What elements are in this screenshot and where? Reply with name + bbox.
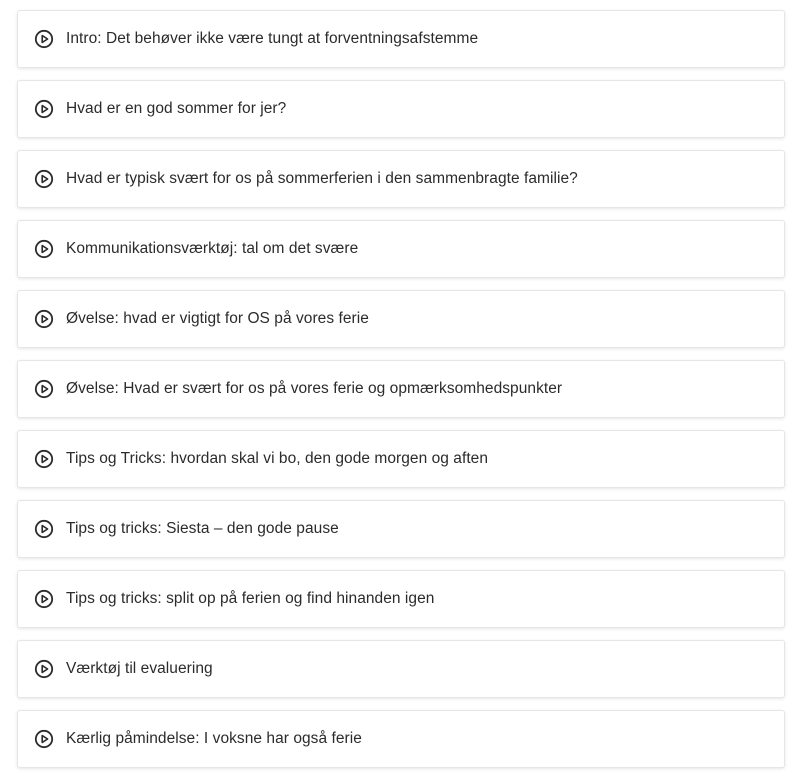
lesson-item[interactable] xyxy=(17,570,785,628)
play-circle-icon xyxy=(34,309,54,329)
lesson-title: Kommunikationsværktøj: tal om det svære xyxy=(66,240,359,257)
play-circle-icon xyxy=(34,589,54,609)
play-circle-icon xyxy=(34,99,54,119)
lesson-title: Kærlig påmindelse: I voksne har også ferie xyxy=(66,730,362,747)
lesson-title: Tips og tricks: split op på ferien og find hinanden igen xyxy=(66,590,435,607)
lesson-title: Værktøj til evaluering xyxy=(66,660,213,677)
lesson-title: Hvad er en god sommer for jer? xyxy=(66,100,287,117)
lesson-item[interactable] xyxy=(17,220,785,278)
play-circle-icon xyxy=(34,729,54,749)
lesson-title: Øvelse: Hvad er svært for os på vores ferie og opmærksomhedspunkter xyxy=(66,380,563,397)
play-circle-icon xyxy=(34,169,54,189)
lesson-item[interactable] xyxy=(17,150,785,208)
play-circle-icon xyxy=(34,449,54,469)
lesson-title: Tips og tricks: Siesta – den gode pause xyxy=(66,520,339,537)
lesson-item[interactable] xyxy=(17,360,785,418)
play-circle-icon xyxy=(34,519,54,539)
lesson-item[interactable] xyxy=(17,640,785,698)
lesson-item[interactable] xyxy=(17,430,785,488)
lesson-title: Hvad er typisk svært for os på sommerferien i den sammenbragte familie? xyxy=(66,170,578,187)
lesson-title: Intro: Det behøver ikke være tungt at forventningsafstemme xyxy=(66,30,479,47)
play-circle-icon xyxy=(34,659,54,679)
lesson-item[interactable] xyxy=(17,500,785,558)
play-circle-icon xyxy=(34,29,54,49)
lesson-item[interactable] xyxy=(17,290,785,348)
lesson-title: Tips og Tricks: hvordan skal vi bo, den gode morgen og aften xyxy=(66,450,489,467)
lesson-item[interactable] xyxy=(17,710,785,768)
lesson-title: Øvelse: hvad er vigtigt for OS på vores ferie xyxy=(66,310,369,327)
play-circle-icon xyxy=(34,379,54,399)
play-circle-icon xyxy=(34,239,54,259)
lesson-item[interactable] xyxy=(17,80,785,138)
lesson-item[interactable] xyxy=(17,10,785,68)
